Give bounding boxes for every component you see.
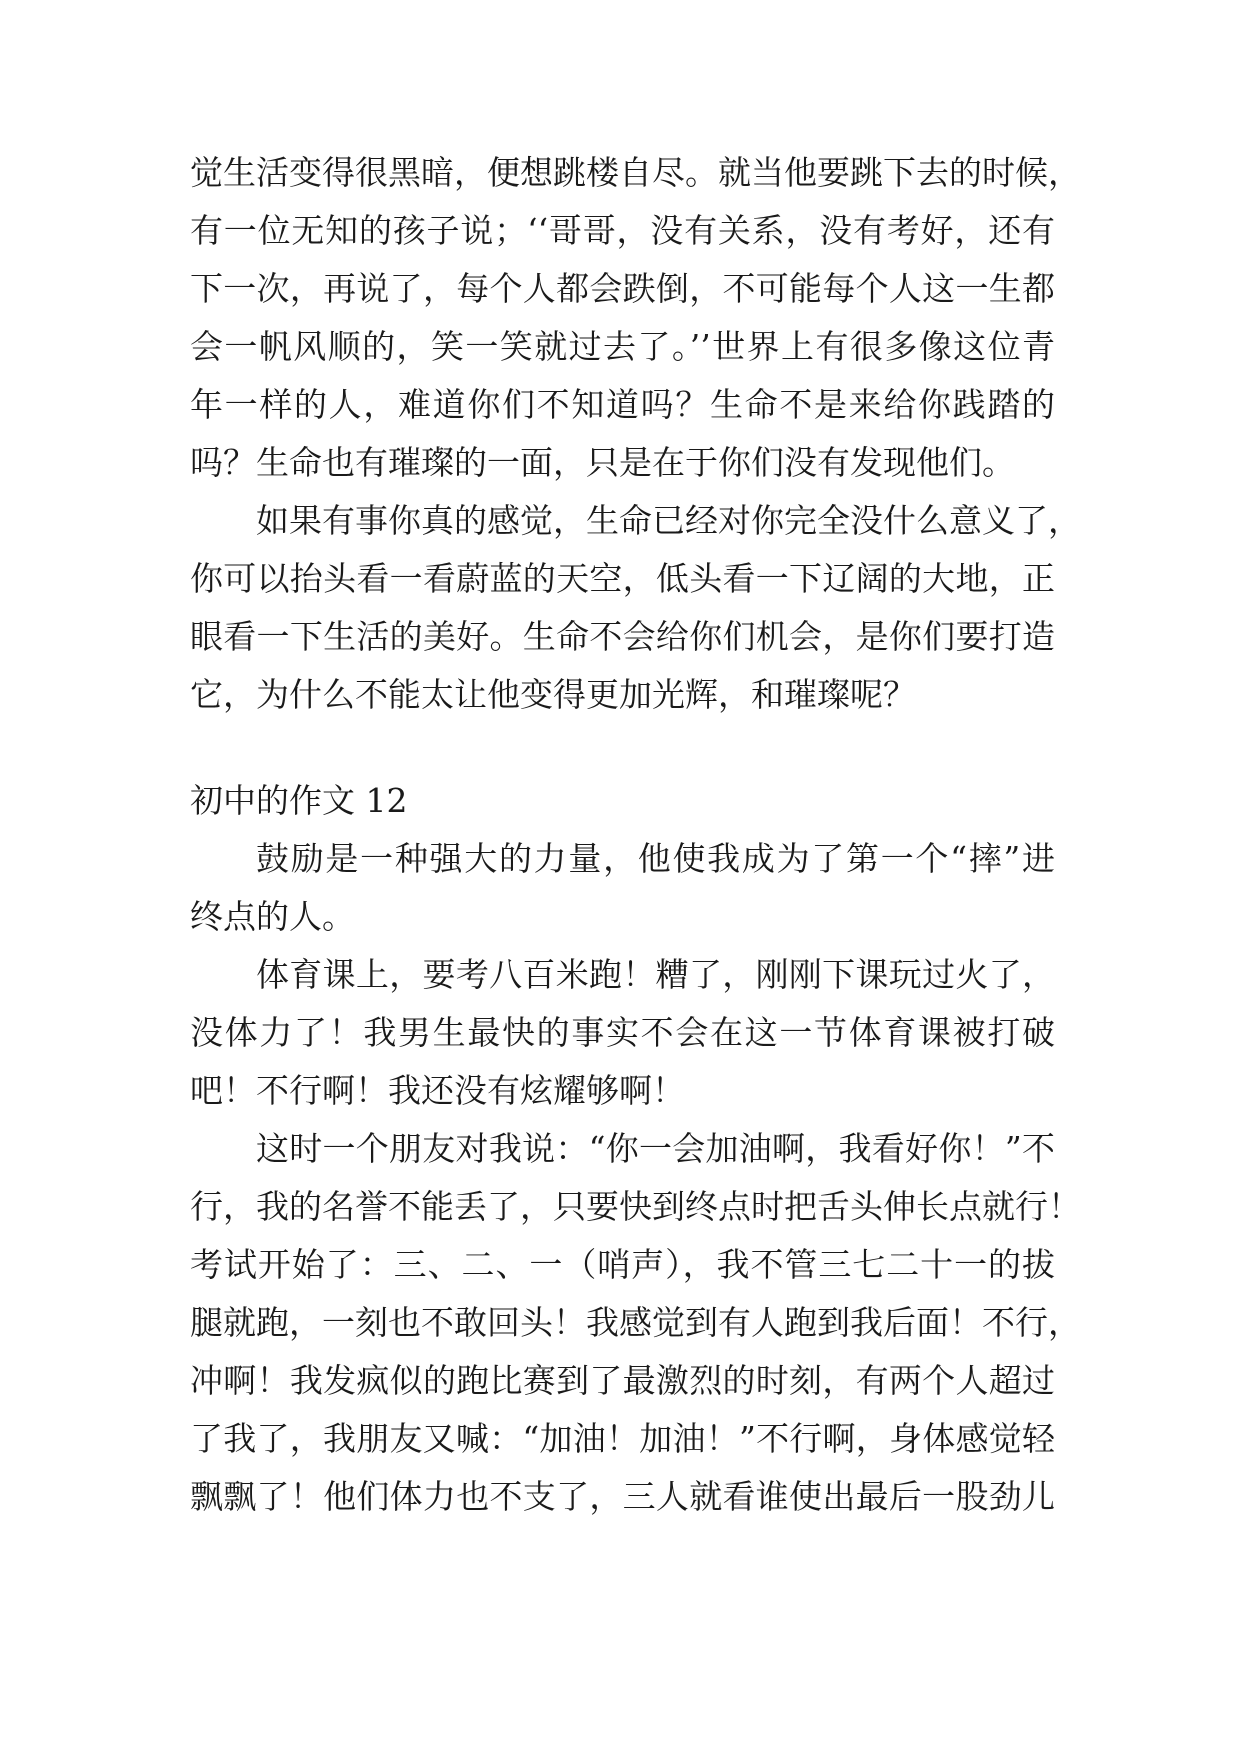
paragraph-line: 你可以抬头看一看蔚蓝的天空，低头看一下辽阔的大地，正: [190, 559, 1055, 598]
paragraph-line: 冲啊！我发疯似的跑比赛到了最激烈的时刻，有两个人超过: [190, 1361, 1055, 1400]
paragraph-line: 这时一个朋友对我说：“你一会加油啊，我看好你！”不: [256, 1129, 1055, 1168]
paragraph-line: 行，我的名誉不能丢了，只要快到终点时把舌头伸长点就行！: [190, 1187, 1081, 1226]
paragraph-line: 吗？生命也有璀璨的一面，只是在于你们没有发现他们。: [190, 443, 1015, 482]
paragraph-line: 眼看一下生活的美好。生命不会给你们机会，是你们要打造: [190, 617, 1055, 656]
paragraph-line: 考试开始了：三、二、一（哨声），我不管三七二十一的拔: [190, 1245, 1055, 1284]
paragraph-line: 鼓励是一种强大的力量，他使我成为了第一个“摔”进: [256, 839, 1055, 878]
paragraph-line: 它，为什么不能太让他变得更加光辉，和璀璨呢？: [190, 675, 916, 714]
paragraph-line: 腿就跑，一刻也不敢回头！我感觉到有人跑到我后面！不行，: [190, 1303, 1081, 1342]
paragraph-line: 年一样的人，难道你们不知道吗？生命不是来给你践踏的: [190, 385, 1055, 424]
paragraph-line: 没体力了！我男生最快的事实不会在这一节体育课被打破: [190, 1013, 1055, 1052]
paragraph-line: 下一次，再说了，每个人都会跌倒，不可能每个人这一生都: [190, 269, 1055, 308]
paragraph-line: 体育课上，要考八百米跑！糟了，刚刚下课玩过火了，: [256, 955, 1055, 994]
paragraph-line: 会一帆风顺的，笑一笑就过去了。’’世界上有很多像这位青: [190, 327, 1055, 366]
paragraph-line: 吧！不行啊！我还没有炫耀够啊！: [190, 1071, 685, 1110]
paragraph-line: 如果有事你真的感觉，生命已经对你完全没什么意义了，: [256, 501, 1081, 540]
paragraph-line: 飘飘了！他们体力也不支了，三人就看谁使出最后一股劲儿: [190, 1477, 1055, 1516]
paragraph-line: 有一位无知的孩子说；‘‘哥哥，没有关系，没有考好，还有: [190, 211, 1055, 250]
paragraph-line: 觉生活变得很黑暗，便想跳楼自尽。就当他要跳下去的时候，: [190, 153, 1081, 192]
paragraph-line: 了我了，我朋友又喊：“加油！加油！”不行啊，身体感觉轻: [190, 1419, 1055, 1458]
section-heading: 初中的作文 12: [190, 781, 408, 820]
paragraph-line: 终点的人。: [190, 897, 355, 936]
